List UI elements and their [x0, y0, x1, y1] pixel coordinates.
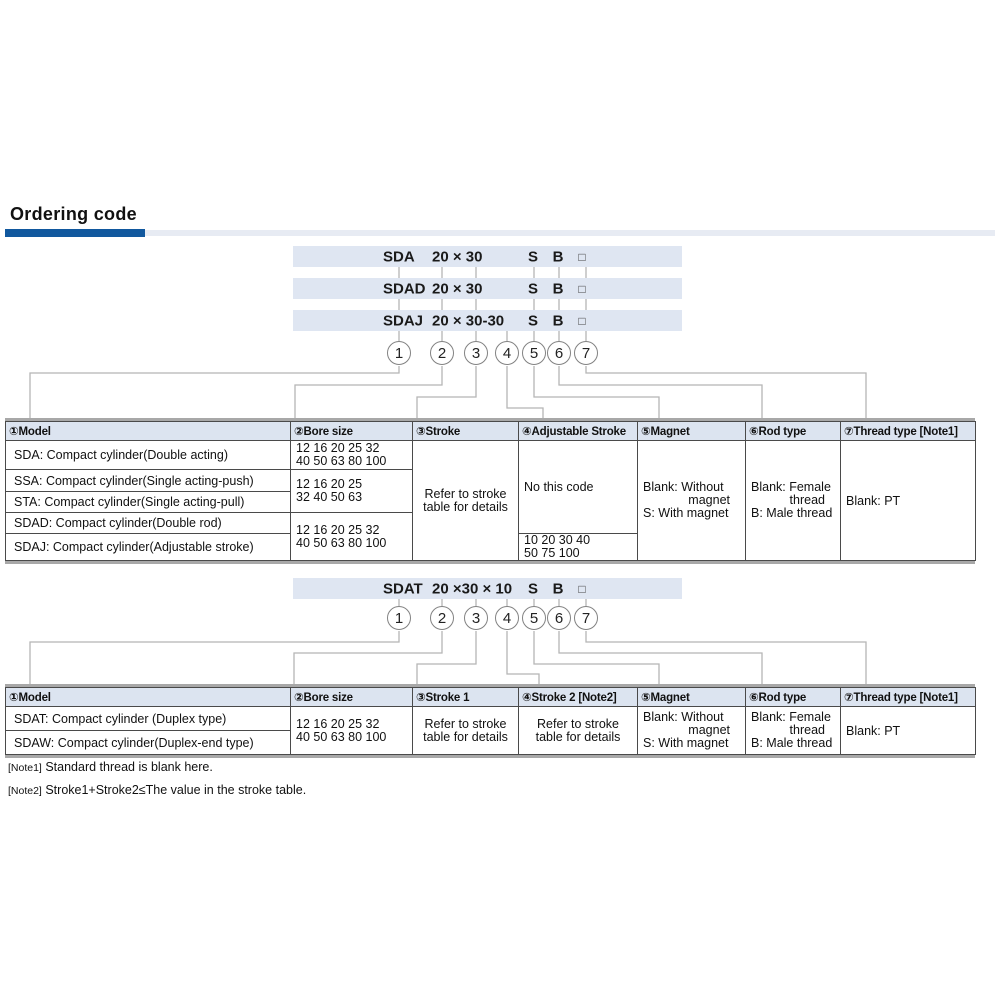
position-marker-2: 2 [430, 341, 454, 365]
position-marker-4: 4 [495, 606, 519, 630]
stroke1-cell: Refer to stroke table for details [413, 707, 519, 755]
model-code-text: SDA [383, 248, 415, 265]
magnet-cell: Blank: Without magnet S: With magnet [638, 441, 746, 561]
thread-type-box-icon: □ [578, 313, 586, 328]
model-cell-sta: STA: Compact cylinder(Single acting-pull) [6, 492, 291, 513]
bore-stroke-text: 20 × 30 [432, 248, 483, 265]
rod-code-text: B [552, 280, 564, 297]
note-1 [8, 760, 306, 783]
title-underline-light [145, 230, 995, 236]
col-header-stroke: ③Stroke [413, 422, 519, 441]
model-cell-ssa: SSA: Compact cylinder(Single acting-push) [6, 470, 291, 492]
position-marker-5: 5 [522, 606, 546, 630]
magnet-code-text: S [527, 280, 538, 297]
position-marker-1: 1 [387, 341, 411, 365]
note-2-label: [Note2] [8, 785, 42, 797]
model-cell-sdad: SDAD: Compact cylinder(Double rod) [6, 513, 291, 534]
position-marker-5: 5 [522, 341, 546, 365]
bore-stroke-text: 20 ×30 × 10 [432, 580, 513, 597]
note-2-text: Stroke1+Stroke2≤The value in the stroke table. [45, 783, 307, 797]
col-header-thread-type: ⑦Thread type [Note1] [841, 688, 976, 707]
bore-size-cell: 12 16 20 25 32 40 50 63 80 100 [291, 707, 413, 755]
position-marker-2: 2 [430, 606, 454, 630]
bore-size-cell: 12 16 20 25 32 40 50 63 80 100 [291, 441, 413, 470]
col-header-bore: ②Bore size [291, 422, 413, 441]
col-header-stroke2: ④Stroke 2 [Note2] [519, 688, 638, 707]
position-marker-6: 6 [547, 606, 571, 630]
footnotes [8, 760, 306, 806]
note-1-text: Standard thread is blank here. [45, 760, 213, 774]
position-marker-3: 3 [464, 341, 488, 365]
ordering-table-single [5, 418, 975, 564]
stroke2-cell: Refer to stroke table for details [519, 707, 638, 755]
bore-size-cell: 12 16 20 25 32 40 50 63 80 100 [291, 513, 413, 561]
ordering-code-bar-sdat [293, 578, 682, 599]
bore-stroke-text: 20 × 30 [432, 280, 483, 297]
page-title: Ordering code [10, 204, 137, 224]
thread-type-box-icon: □ [578, 281, 586, 296]
position-marker-7: 7 [574, 606, 598, 630]
thread-type-box-icon: □ [578, 249, 586, 264]
magnet-cell: Blank: Without magnet S: With magnet [638, 707, 746, 755]
model-cell-sdaw: SDAW: Compact cylinder(Duplex-end type) [6, 731, 291, 755]
magnet-code-text: S [527, 312, 538, 329]
position-marker-3: 3 [464, 606, 488, 630]
ordering-table-single-grid [5, 421, 976, 561]
model-code-text: SDAJ [383, 312, 424, 329]
adjustable-stroke-cell: No this code [519, 441, 638, 534]
model-cell-sda: SDA: Compact cylinder(Double acting) [6, 441, 291, 470]
col-header-adjustable-stroke: ④Adjustable Stroke [519, 422, 638, 441]
position-marker-1: 1 [387, 606, 411, 630]
adjustable-stroke-values-cell: 10 20 30 40 50 75 100 [519, 534, 638, 561]
rod-code-text: B [552, 312, 564, 329]
thread-type-box-icon: □ [578, 581, 586, 596]
note-1-label: [Note1] [8, 762, 42, 774]
ordering-code-bar-sdad [293, 278, 682, 299]
bore-stroke-text: 20 × 30-30 [432, 312, 505, 329]
title-underline-dark [5, 229, 145, 237]
model-cell-sdat: SDAT: Compact cylinder (Duplex type) [6, 707, 291, 731]
col-header-rod-type: ⑥Rod type [746, 422, 841, 441]
col-header-rod-type: ⑥Rod type [746, 688, 841, 707]
magnet-code-text: S [527, 248, 538, 265]
model-code-text: SDAT [383, 580, 423, 597]
position-marker-4: 4 [495, 341, 519, 365]
position-marker-6: 6 [547, 341, 571, 365]
model-code-text: SDAD [383, 280, 426, 297]
col-header-model: ①Model [6, 688, 291, 707]
col-header-stroke1: ③Stroke 1 [413, 688, 519, 707]
col-header-thread-type: ⑦Thread type [Note1] [841, 422, 976, 441]
model-cell-sdaj: SDAJ: Compact cylinder(Adjustable stroke) [6, 534, 291, 561]
magnet-code-text: S [527, 580, 538, 597]
col-header-model: ①Model [6, 422, 291, 441]
rod-code-text: B [552, 248, 564, 265]
ordering-code-bar-sda [293, 246, 682, 267]
ordering-code-bar-sdaj [293, 310, 682, 331]
ordering-table-duplex [5, 684, 975, 758]
rod-code-text: B [552, 580, 564, 597]
col-header-magnet: ⑤Magnet [638, 688, 746, 707]
position-marker-7: 7 [574, 341, 598, 365]
rod-type-cell: Blank: Female thread B: Male thread [746, 441, 841, 561]
ordering-table-duplex-grid [5, 687, 976, 755]
bore-size-cell: 12 16 20 25 32 40 50 63 [291, 470, 413, 513]
rod-type-cell: Blank: Female thread B: Male thread [746, 707, 841, 755]
thread-type-cell: Blank: PT [841, 441, 976, 561]
note-2 [8, 783, 306, 806]
thread-type-cell: Blank: PT [841, 707, 976, 755]
col-header-magnet: ⑤Magnet [638, 422, 746, 441]
stroke-cell: Refer to stroke table for details [413, 441, 519, 561]
col-header-bore: ②Bore size [291, 688, 413, 707]
